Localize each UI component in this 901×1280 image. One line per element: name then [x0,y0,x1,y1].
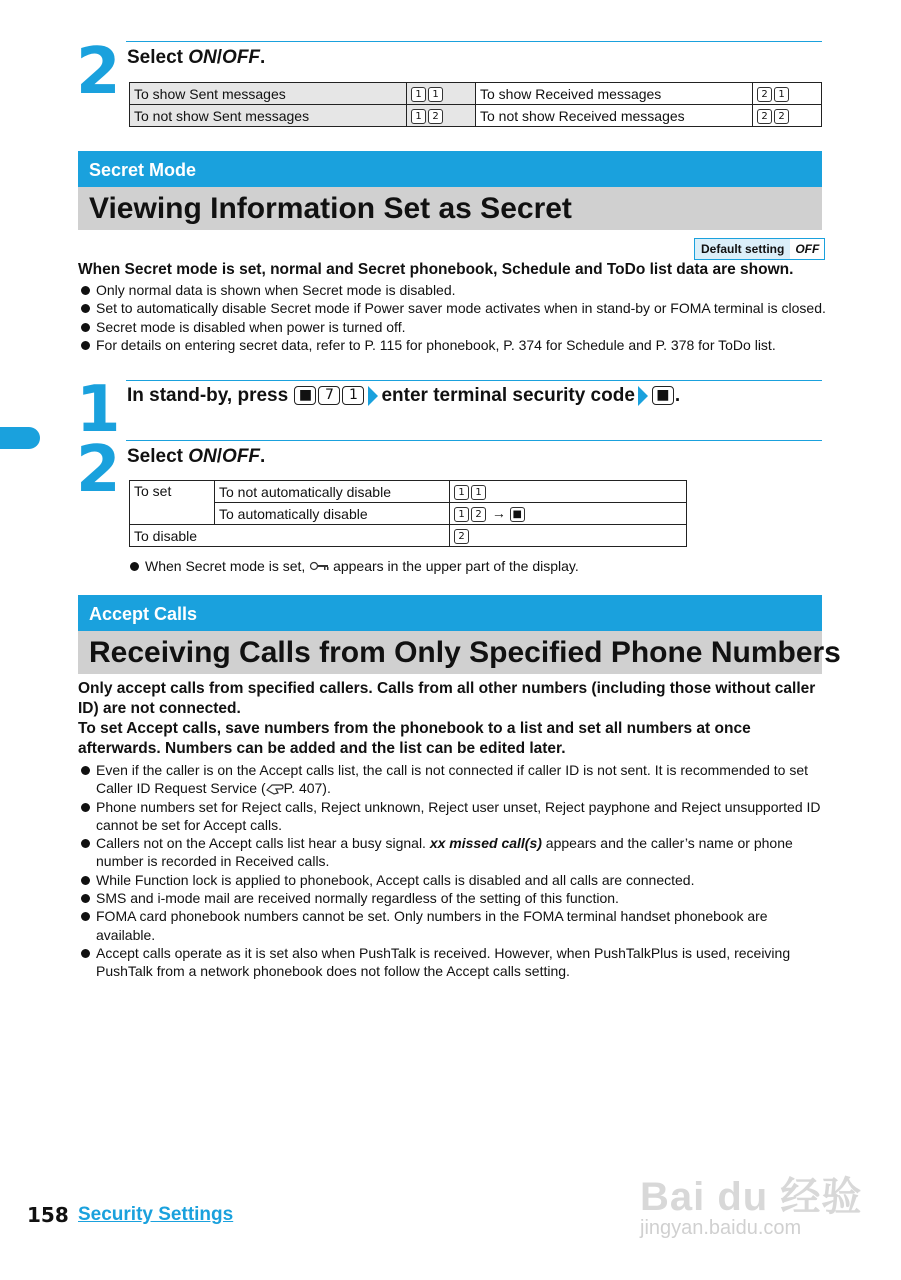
key-icon: 1 [471,485,486,500]
key-icon: 1 [774,87,789,102]
step-divider [126,440,822,441]
menu-key-icon: ■ [510,507,525,522]
bullet-list [78,281,826,354]
key-icon: 1 [342,386,364,405]
key-cell [450,525,687,547]
step-divider [126,41,822,42]
table-row [130,105,822,127]
key-icon: 2 [757,109,772,124]
key-icon: 1 [411,87,426,102]
watermark-logo: Bai du 经验 [640,1175,863,1219]
arrow-right-icon [638,386,648,406]
default-setting-value: OFF [790,239,824,259]
key-icon: 1 [454,507,469,522]
list-item: FOMA card phonebook numbers cannot be set. Only numbers in the FOMA terminal handset phonebook are available. [78,907,826,944]
note-list [127,557,817,575]
table-cell: To set [130,481,215,525]
footer-section-link[interactable]: Security Settings [78,1204,234,1225]
key-icon: 1 [454,485,469,500]
section-header-secret [78,151,822,230]
key-icon: 1 [428,87,443,102]
menu-key-icon: ■ [652,386,674,405]
key-cell [450,503,687,525]
table-cell: To show Received messages [476,83,753,105]
key-cell [753,83,822,105]
reference-hand-icon [266,781,284,795]
key-icon: 2 [428,109,443,124]
step-number: 1 [76,373,119,447]
list-item: For details on entering secret data, refer to P. 115 for phonebook, P. 374 for Schedule and P. 378 for ToDo list. [78,336,826,354]
table-cell: To not show Sent messages [130,105,407,127]
chapter-tab [0,427,40,449]
step-number: 2 [76,433,119,507]
table-cell: To disable [130,525,450,547]
step-title: In stand-by, press ■ 7 1 enter terminal security code ■ . [127,385,681,406]
page-number: 158 [27,1203,69,1227]
table-cell: To automatically disable [215,503,450,525]
section-title: Receiving Calls from Only Specified Phone Numbers [78,631,822,674]
key-cell [407,83,476,105]
key-cell [450,481,687,503]
section-header-accept [78,595,841,674]
step-title: Select ON/OFF. [127,47,266,68]
section-bar: Accept Calls [78,595,822,631]
list-item: Accept calls operate as it is set also when PushTalk is received. However, when PushTalkPlus is used, receiving PushTalk from a network phonebook does not follow the Accept calls setting. [78,944,826,981]
list-item: Even if the caller is on the Accept calls list, the call is not connected if caller ID is not sent. It is recommended to set Caller ID Request Service ( P. 407). [78,761,826,798]
messages-display-table [129,82,822,127]
menu-key-icon: ■ [294,386,316,405]
section-title: Viewing Information Set as Secret [78,187,822,230]
table-row [130,481,687,503]
list-item: Only normal data is shown when Secret mode is disabled. [78,281,826,299]
key-cell [753,105,822,127]
key-icon: 7 [318,386,340,405]
step-title: Select ON/OFF. [127,446,266,467]
watermark-url: jingyan.baidu.com [640,1217,802,1239]
list-item: Callers not on the Accept calls list hear a busy signal. xx missed call(s) appears and the caller’s name or phone number is recorded in Received calls. [78,834,826,871]
lead-text: Only accept calls from specified callers. Calls from all other numbers (including those without caller ID) are not connected. [78,680,816,717]
list-item: Phone numbers set for Reject calls, Reject unknown, Reject user unset, Reject payphone and Reject unsupported ID cannot be set for Accept calls. [78,798,826,835]
key-icon: 2 [774,109,789,124]
lead-text: When Secret mode is set, normal and Secret phonebook, Schedule and ToDo list data are shown. [78,261,794,278]
table-cell: To show Sent messages [130,83,407,105]
arrow-icon: → [491,505,506,522]
default-setting-label: Default setting [695,239,790,259]
table-cell: To not automatically disable [215,481,450,503]
table-row [130,83,822,105]
list-item: Secret mode is disabled when power is turned off. [78,318,826,336]
key-icon: 2 [757,87,772,102]
section-bar: Secret Mode [78,151,822,187]
list-item: While Function lock is applied to phonebook, Accept calls is disabled and all calls are connected. [78,871,826,889]
key-icon: 1 [411,109,426,124]
list-item: SMS and i-mode mail are received normally regardless of the setting of this function. [78,889,826,907]
key-icon: 2 [454,529,469,544]
bullet-list [78,761,826,981]
table-row [130,525,687,547]
default-setting-badge [694,238,825,260]
key-icon: 2 [471,507,486,522]
step-divider [126,380,822,381]
list-item: Set to automatically disable Secret mode if Power saver mode activates when in stand-by or FOMA terminal is closed. [78,299,826,317]
table-cell: To not show Received messages [476,105,753,127]
list-item: When Secret mode is set, appears in the upper part of the display. [127,557,817,575]
arrow-right-icon [368,386,378,406]
key-cell [407,105,476,127]
lead-text: To set Accept calls, save numbers from the phonebook to a list and set all numbers at once afterwards. Numbers can be added and the list can be edited later. [78,720,751,757]
step-number: 2 [76,35,119,109]
secret-key-icon [309,560,329,572]
secret-mode-table [129,480,687,547]
